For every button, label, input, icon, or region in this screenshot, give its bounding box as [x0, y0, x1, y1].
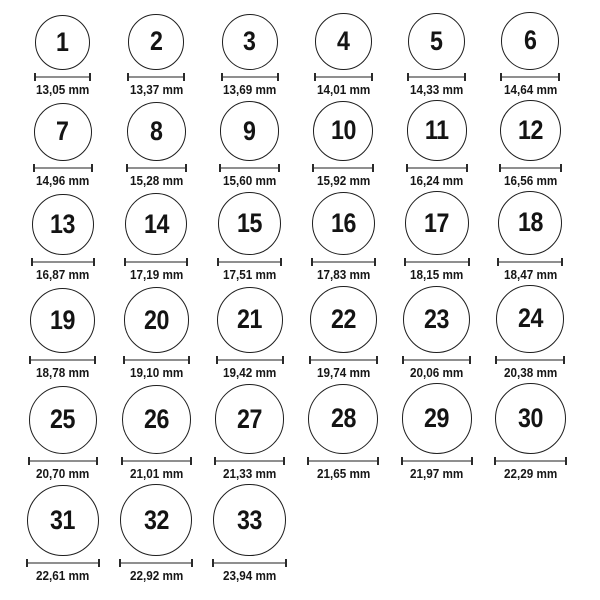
diameter-label: 21,33 mm [223, 465, 277, 481]
diameter-measure [406, 164, 469, 172]
measure-line [35, 167, 91, 169]
diameter-measure [499, 164, 562, 172]
ring-size-cell [484, 285, 578, 379]
ring-size-number: 5 [430, 25, 443, 56]
diameter-measure [29, 356, 96, 364]
ring-size-cell [16, 288, 110, 379]
measure-line [496, 460, 565, 462]
ring-size-cell [16, 103, 110, 187]
ring-size-number: 3 [243, 26, 256, 57]
ring-size-number: 2 [149, 26, 163, 57]
diameter-label: 16,24 mm [410, 172, 464, 188]
diameter-measure [311, 258, 376, 266]
ring-size-cell [390, 100, 484, 187]
measure-tick-right-icon [89, 73, 91, 81]
ring-circle [405, 191, 469, 255]
ring-size-cell [203, 192, 297, 281]
ring-size-number: 8 [150, 115, 163, 146]
ring-size-number: 10 [330, 115, 356, 146]
measure-tick-right-icon [371, 73, 373, 81]
measure-line [219, 261, 280, 263]
diameter-label: 16,56 mm [503, 172, 557, 188]
diameter-label: 15,92 mm [316, 172, 370, 188]
ring-circle [222, 14, 278, 70]
ring-size-cell [203, 484, 297, 583]
diameter-label: 13,05 mm [36, 81, 90, 97]
measure-line [499, 261, 561, 263]
diameter-label: 15,60 mm [223, 172, 277, 188]
diameter-measure [404, 258, 470, 266]
diameter-measure [121, 457, 192, 465]
measure-tick-right-icon [372, 164, 374, 172]
diameter-label: 14,33 mm [410, 81, 464, 97]
ring-circle [120, 484, 192, 556]
ring-size-number: 16 [330, 208, 356, 239]
diameter-measure [494, 457, 567, 465]
measure-tick-right-icon [278, 164, 280, 172]
diameter-measure [497, 258, 563, 266]
measure-line [403, 460, 471, 462]
ring-size-number: 33 [237, 504, 263, 535]
ring-size-cell [297, 384, 391, 480]
ring-circle [495, 383, 566, 454]
diameter-label: 15,28 mm [129, 172, 183, 188]
ring-size-number: 31 [50, 505, 76, 536]
ring-circle [218, 192, 281, 255]
measure-line [316, 76, 371, 78]
ring-size-cell [484, 383, 578, 480]
diameter-measure [309, 356, 378, 364]
chart-row [16, 100, 600, 187]
ring-circle [32, 194, 94, 256]
diameter-measure [402, 356, 471, 364]
diameter-label: 17,51 mm [223, 267, 277, 283]
ring-size-cell [297, 101, 391, 187]
ring-circle [308, 384, 378, 454]
chart-rows [16, 12, 600, 582]
ring-size-cell [203, 14, 297, 96]
ring-size-cell [16, 15, 110, 96]
measure-tick-right-icon [277, 73, 279, 81]
measure-line [123, 460, 190, 462]
ring-circle [35, 15, 90, 70]
ring-size-cell [390, 286, 484, 379]
ring-circle [501, 12, 559, 70]
ring-size-number: 9 [243, 115, 256, 146]
measure-tick-right-icon [186, 258, 188, 266]
measure-tick-right-icon [558, 73, 560, 81]
diameter-label: 18,47 mm [503, 267, 557, 283]
measure-tick-right-icon [283, 457, 285, 465]
ring-size-cell [484, 191, 578, 281]
diameter-label: 19,42 mm [223, 364, 277, 380]
diameter-measure [219, 164, 280, 172]
chart-row [16, 12, 600, 96]
measure-tick-right-icon [188, 356, 190, 364]
ring-size-cell [390, 13, 484, 96]
measure-tick-right-icon [94, 356, 96, 364]
diameter-label: 22,61 mm [36, 568, 90, 584]
diameter-label: 20,06 mm [410, 364, 464, 380]
diameter-measure [33, 164, 93, 172]
measure-line [125, 359, 188, 361]
ring-size-cell [390, 191, 484, 281]
measure-line [313, 261, 374, 263]
measure-line [309, 460, 377, 462]
diameter-label: 22,92 mm [129, 568, 183, 584]
ring-size-number: 25 [50, 404, 76, 435]
diameter-label: 20,38 mm [503, 364, 557, 380]
measure-tick-right-icon [560, 164, 562, 172]
measure-tick-right-icon [563, 356, 565, 364]
ring-size-cell [110, 385, 204, 480]
ring-size-number: 1 [56, 26, 69, 57]
ring-size-cell [110, 484, 204, 582]
diameter-measure [119, 559, 193, 567]
diameter-measure [126, 164, 187, 172]
ring-circle [500, 100, 561, 161]
diameter-label: 17,19 mm [129, 267, 183, 283]
measure-line [406, 261, 468, 263]
measure-tick-right-icon [183, 73, 185, 81]
ring-size-number: 17 [424, 207, 450, 238]
diameter-measure [407, 73, 466, 81]
ring-circle [215, 384, 284, 453]
diameter-label: 21,01 mm [129, 465, 183, 481]
measure-tick-right-icon [190, 457, 192, 465]
diameter-label: 16,87 mm [36, 267, 90, 283]
measure-line [218, 359, 282, 361]
measure-tick-right-icon [93, 258, 95, 266]
chart-row [16, 383, 600, 480]
measure-line [33, 261, 93, 263]
measure-tick-right-icon [191, 559, 193, 567]
measure-tick-right-icon [376, 356, 378, 364]
measure-tick-right-icon [565, 457, 567, 465]
diameter-label: 19,74 mm [316, 364, 370, 380]
measure-line [121, 562, 191, 564]
ring-circle [127, 102, 186, 161]
ring-size-cell [16, 386, 110, 480]
ring-size-number: 4 [336, 25, 350, 56]
ring-size-number: 26 [143, 403, 169, 434]
ring-size-cell [203, 101, 297, 186]
ring-size-number: 24 [517, 303, 543, 334]
ring-size-number: 7 [56, 116, 69, 147]
measure-line [404, 359, 469, 361]
diameter-label: 20,70 mm [36, 465, 90, 481]
diameter-measure [127, 73, 185, 81]
ring-size-number: 19 [50, 304, 76, 335]
ring-size-number: 30 [517, 402, 543, 433]
ring-circle [34, 103, 92, 161]
diameter-measure [217, 258, 282, 266]
diameter-measure [401, 457, 473, 465]
measure-line [501, 167, 560, 169]
diameter-label: 21,65 mm [316, 465, 370, 481]
ring-circle [128, 14, 184, 70]
ring-size-cell [297, 13, 391, 96]
ring-circle [407, 100, 468, 161]
measure-tick-right-icon [469, 356, 471, 364]
measure-line [129, 76, 183, 78]
ring-circle [217, 287, 283, 353]
ring-circle [312, 192, 375, 255]
ring-size-cell [16, 194, 110, 282]
diameter-label: 22,29 mm [503, 465, 557, 481]
ring-size-number: 11 [424, 115, 449, 146]
measure-tick-right-icon [282, 356, 284, 364]
ring-size-cell [297, 192, 391, 281]
diameter-label: 18,15 mm [410, 267, 464, 283]
ring-size-cell [203, 384, 297, 479]
diameter-label: 14,01 mm [316, 81, 370, 97]
ring-circle [27, 485, 99, 557]
diameter-measure [214, 457, 285, 465]
measure-line [497, 359, 563, 361]
chart-row [16, 285, 600, 379]
ring-size-cell [110, 193, 204, 281]
measure-line [221, 167, 278, 169]
ring-circle [498, 191, 562, 255]
measure-tick-right-icon [377, 457, 379, 465]
ring-size-cell [110, 14, 204, 96]
ring-circle [408, 13, 465, 70]
ring-circle [310, 286, 377, 353]
chart-row [16, 484, 600, 583]
diameter-measure [314, 73, 373, 81]
ring-size-number: 22 [330, 304, 356, 334]
measure-line [502, 76, 558, 78]
measure-tick-right-icon [464, 73, 466, 81]
measure-tick-right-icon [466, 164, 468, 172]
measure-tick-right-icon [96, 457, 98, 465]
measure-line [30, 460, 96, 462]
diameter-measure [124, 258, 188, 266]
diameter-measure [123, 356, 190, 364]
ring-size-number: 32 [143, 504, 169, 535]
diameter-label: 14,96 mm [36, 172, 90, 188]
measure-line [311, 359, 376, 361]
measure-tick-right-icon [98, 559, 100, 567]
diameter-label: 14,64 mm [503, 81, 557, 97]
ring-circle [125, 193, 187, 255]
ring-circle [403, 286, 470, 353]
measure-line [128, 167, 185, 169]
ring-circle [213, 484, 286, 557]
diameter-measure [34, 73, 91, 81]
ring-size-number: 15 [237, 208, 263, 239]
diameter-measure [28, 457, 98, 465]
measure-tick-right-icon [285, 559, 287, 567]
ring-circle [220, 101, 279, 160]
ring-size-cell [16, 485, 110, 583]
ring-size-number: 29 [424, 403, 450, 434]
ring-size-cell [390, 383, 484, 479]
ring-circle [30, 288, 95, 353]
measure-line [126, 261, 186, 263]
measure-tick-right-icon [374, 258, 376, 266]
measure-line [28, 562, 98, 564]
measure-tick-right-icon [468, 258, 470, 266]
measure-line [31, 359, 94, 361]
diameter-measure [212, 559, 287, 567]
ring-size-cell [203, 287, 297, 379]
ring-size-number: 6 [524, 25, 537, 56]
diameter-label: 23,94 mm [223, 568, 277, 584]
diameter-label: 17,83 mm [316, 267, 370, 283]
measure-line [314, 167, 372, 169]
diameter-measure [26, 559, 100, 567]
ring-size-number: 18 [517, 207, 543, 238]
ring-circle [29, 386, 97, 454]
ring-circle [402, 383, 472, 453]
measure-tick-right-icon [185, 164, 187, 172]
measure-tick-right-icon [280, 258, 282, 266]
diameter-label: 18,78 mm [36, 364, 90, 380]
ring-circle [124, 287, 189, 352]
chart-row [16, 191, 600, 281]
diameter-label: 13,37 mm [129, 81, 183, 97]
ring-size-cell [110, 287, 204, 378]
ring-size-number: 27 [237, 403, 263, 434]
ring-size-number: 28 [330, 403, 356, 434]
diameter-label: 13,69 mm [223, 81, 277, 97]
ring-size-number: 13 [50, 208, 76, 239]
diameter-measure [495, 356, 565, 364]
ring-size-cell [110, 102, 204, 187]
measure-line [36, 76, 89, 78]
diameter-label: 19,10 mm [129, 364, 183, 380]
measure-tick-right-icon [561, 258, 563, 266]
ring-circle [122, 385, 191, 454]
measure-tick-right-icon [471, 457, 473, 465]
ring-circle [313, 101, 373, 161]
ring-size-cell [297, 286, 391, 379]
measure-line [409, 76, 464, 78]
ring-size-number: 20 [143, 304, 169, 335]
measure-line [214, 562, 285, 564]
diameter-label: 21,97 mm [410, 465, 464, 481]
diameter-measure [312, 164, 374, 172]
ring-size-number: 12 [517, 114, 543, 145]
ring-circle [315, 13, 372, 70]
ring-size-cell [484, 12, 578, 96]
measure-tick-right-icon [91, 164, 93, 172]
diameter-measure [221, 73, 279, 81]
measure-line [408, 167, 467, 169]
diameter-measure [307, 457, 379, 465]
ring-size-number: 14 [143, 208, 169, 239]
measure-line [216, 460, 283, 462]
diameter-measure [31, 258, 95, 266]
ring-size-number: 23 [424, 303, 450, 334]
diameter-measure [500, 73, 560, 81]
ring-size-cell [484, 100, 578, 187]
measure-line [223, 76, 277, 78]
ring-size-number: 21 [237, 304, 263, 335]
diameter-measure [216, 356, 284, 364]
ring-circle [496, 285, 564, 353]
